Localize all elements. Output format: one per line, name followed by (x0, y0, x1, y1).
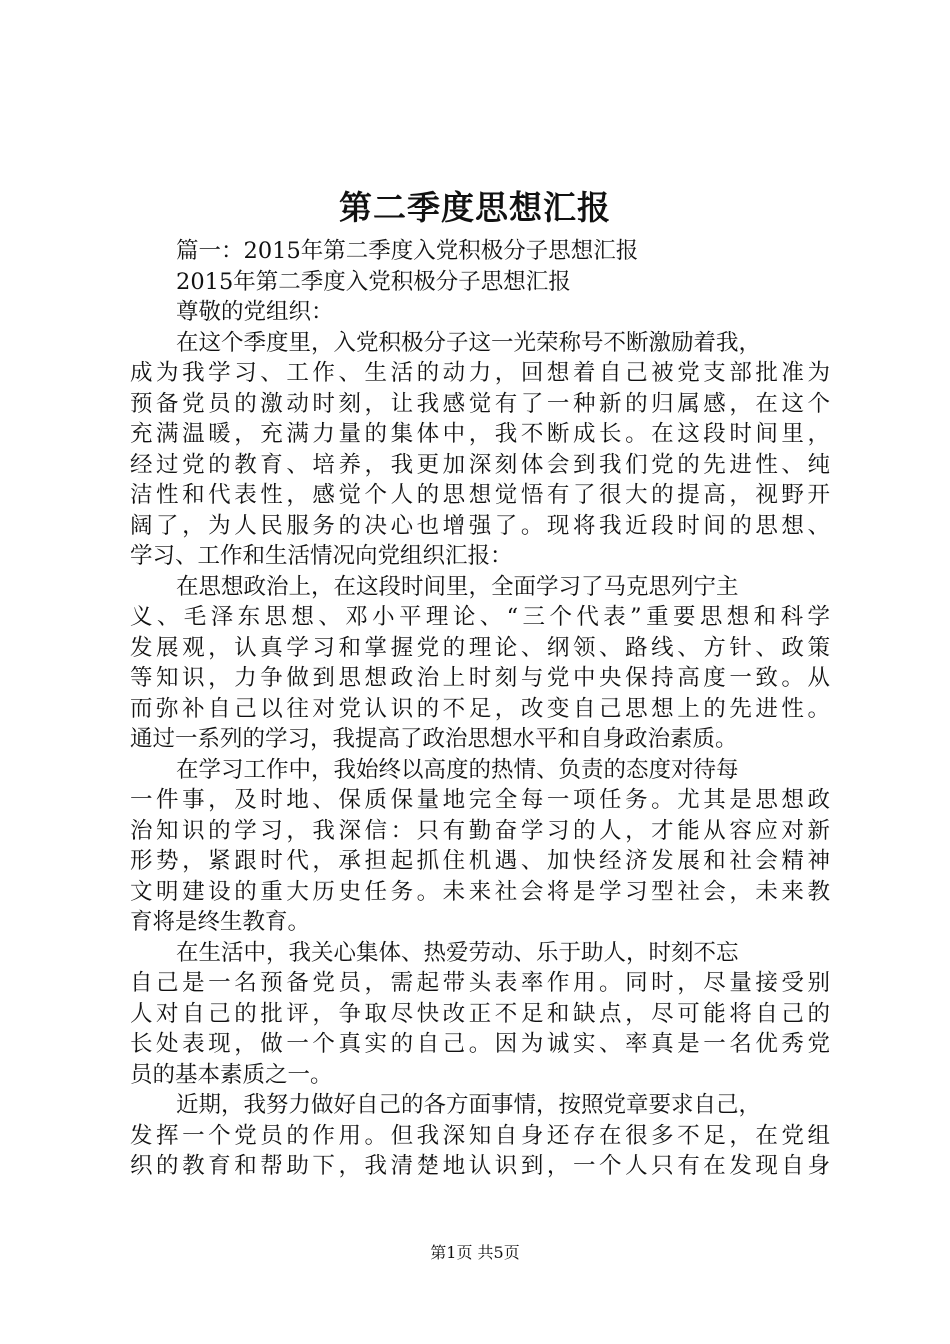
paragraph-line: 发挥一个党员的作用。但我深知自身还存在很多不足，在党组 (130, 1122, 830, 1149)
report-subtitle: 2015年第二季度入党积极分子思想汇报 (176, 268, 571, 295)
paragraph-line: 人对自己的批评，争取尽快改正不足和缺点，尽可能将自己的 (130, 1000, 830, 1027)
paragraph-line: 文明建设的重大历史任务。未来社会将是学习型社会，未来教 (130, 878, 830, 905)
salutation: 尊敬的党组织： (176, 299, 334, 325)
paragraph-line: 在思想政治上，在这段时间里，全面学习了马克思列宁主 (176, 573, 739, 600)
paragraph-line: 通过一系列的学习，我提高了政治思想水平和自身政治素质。 (130, 726, 738, 752)
paragraph-line: 而弥补自己以往对党认识的不足，改变自己思想上的先进性。 (130, 695, 830, 722)
paragraph-line: 育将是终生教育。 (130, 909, 311, 935)
document-title: 第二季度思想汇报 (339, 188, 611, 227)
paragraph-line: 充满温暖，充满力量的集体中，我不断成长。在这段时间里， (130, 421, 830, 447)
paragraph-line: 织的教育和帮助下，我清楚地认识到，一个人只有在发现自身 (130, 1153, 830, 1179)
paragraph-line: 洁性和代表性，感觉个人的思想觉悟有了很大的提高，视野开 (130, 482, 830, 508)
paragraph-line: 等知识，力争做到思想政治上时刻与党中央保持高度一致。从 (130, 665, 830, 691)
paragraph-line: 形势，紧跟时代，承担起抓住机遇、加快经济发展和社会精神 (130, 848, 830, 874)
paragraph-line: 治知识的学习，我深信：只有勤奋学习的人，才能从容应对新 (130, 817, 830, 844)
paragraph-line: 成为我学习、工作、生活的动力，回想着自己被党支部批准为 (130, 360, 830, 386)
paragraph-line: 一件事，及时地、保质保量地完全每一项任务。尤其是思想政 (130, 787, 830, 813)
paragraph-line: 在生活中，我关心集体、热爱劳动、乐于助人，时刻不忘 (176, 939, 739, 966)
paragraph-line: 预备党员的激动时刻，让我感觉有了一种新的归属感，在这个 (130, 390, 830, 417)
paragraph-line: 发展观，认真学习和掌握党的理论、纲领、路线、方针、政策 (130, 634, 830, 661)
section-heading: 篇一：2015年第二季度入党积极分子思想汇报 (176, 238, 639, 264)
paragraph-line: 义、毛泽东思想、邓小平理论、“三个代表”重要思想和科学 (130, 604, 830, 630)
paragraph-line: 阔了，为人民服务的决心也增强了。现将我近段时间的思想、 (130, 512, 830, 539)
document-body (130, 236, 830, 1182)
paragraph-line: 经过党的教育、培养，我更加深刻体会到我们党的先进性、纯 (130, 451, 830, 478)
paragraph-line: 自己是一名预备党员，需起带头表率作用。同时，尽量接受别 (130, 970, 830, 996)
paragraph-line: 近期，我努力做好自己的各方面事情，按照党章要求自己， (176, 1092, 762, 1118)
paragraph-line: 在学习工作中，我始终以高度的热情、负责的态度对待每 (176, 756, 739, 783)
paragraph-line: 在这个季度里，入党积极分子这一光荣称号不断激励着我， (176, 329, 762, 356)
paragraph-line: 学习、工作和生活情况向党组织汇报： (130, 543, 513, 569)
paragraph-line: 长处表现，做一个真实的自己。因为诚实、率真是一名优秀党 (130, 1031, 830, 1057)
paragraph-line: 员的基本素质之一。 (130, 1061, 333, 1088)
page-indicator: 第1页 共5页 (430, 1243, 520, 1262)
